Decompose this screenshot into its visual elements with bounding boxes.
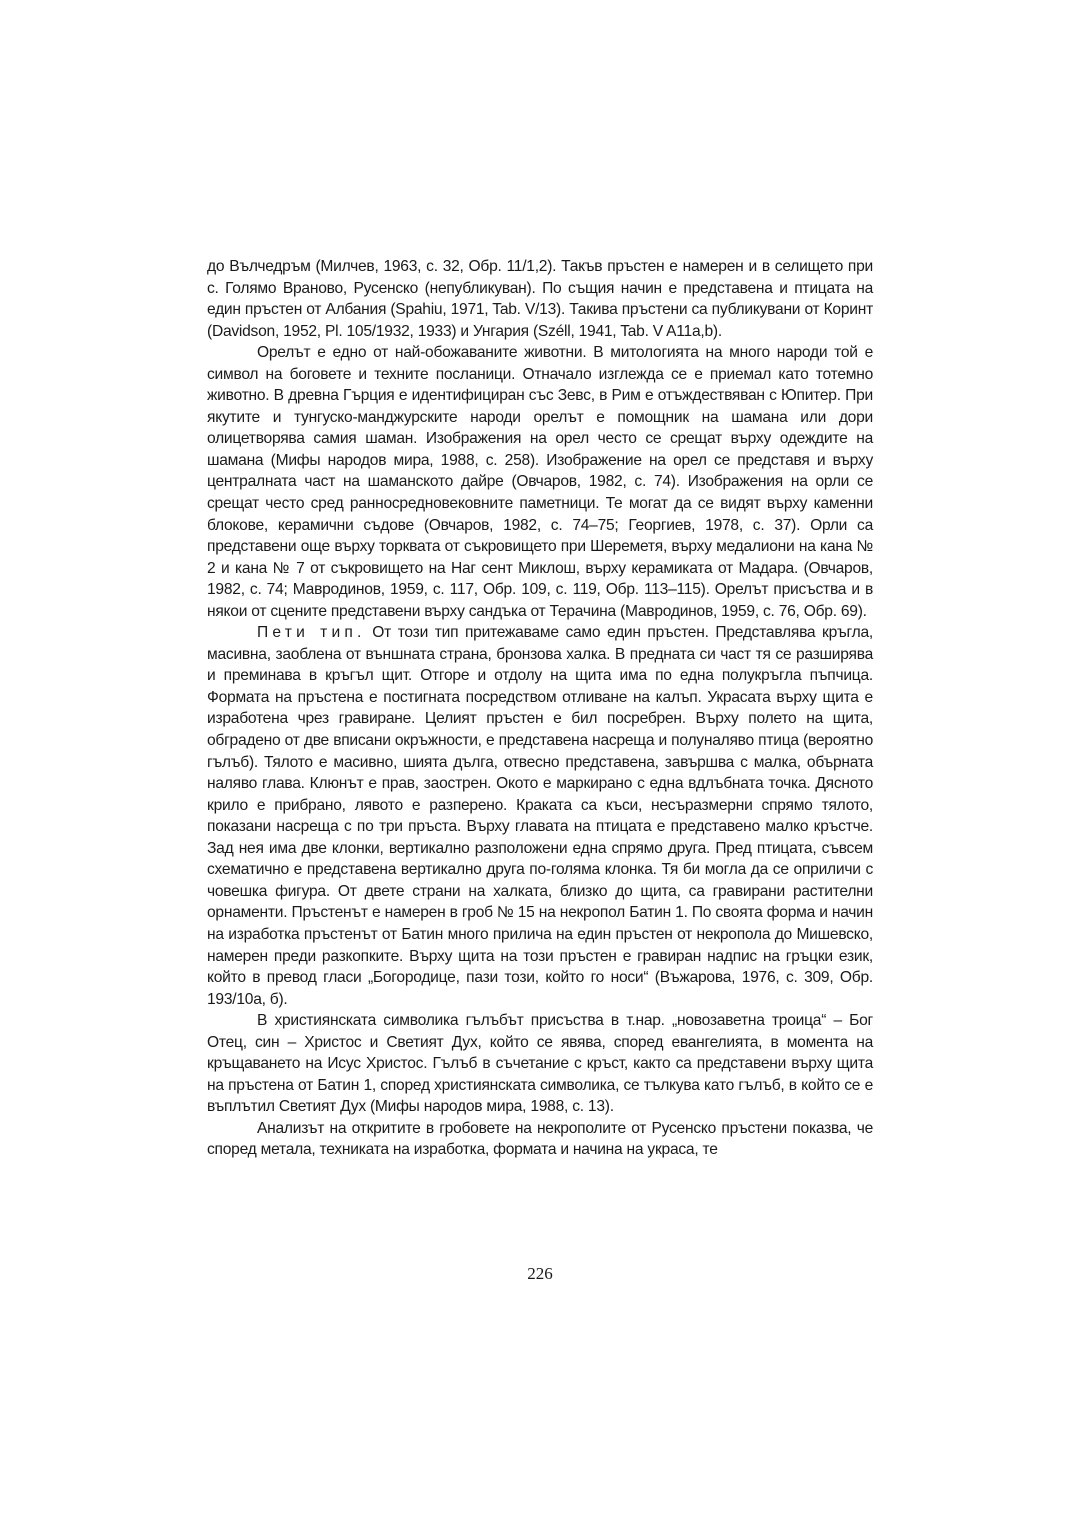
- paragraph-1: до Вълчедръм (Милчев, 1963, с. 32, Обр. 11/1,2). Такъв пръстен е намерен и в селището при с. Голямо Враново, Русенско (непубликуван). По същия начин е представена и птицата на един пръстен от Албания (Spahiu, 1971, Tab. V/13). Такива пръстени са публикувани от Коринт (Davidson, 1952, Pl. 105/1932, 1933) и Унгария (Széll, 1941, Tab. V A11a,b).: [207, 258, 873, 340]
- paragraph-2: Орелът е едно от най-обожаваните животни. В митологията на много народи той е символ на боговете и техните посланици. Отначало изглежда се е приемал като тотемно животно. В древна Гърция е идентифициран със Зевс, в Рим е отъждествяван с Юпитер. При якутите и тунгуско-манджурските народи орелът е помощник на шамана или дори олицетворява самия шаман. Изображения на орел често се срещат върху одеждите на шамана (Мифы народов мира, 1988, с. 258). Изображение на орел се представя и върху централната част на шаманското дайре (Овчаров, 1982, с. 74). Изображения на орли се срещат често сред ранносредновековните паметници. Те могат да се видят върху каменни блокове, керамични съдове (Овчаров, 1982, с. 74–75; Георгиев, 1978, с. 37). Орли са представени още върху торквата от съкровището при Шереметя, върху медалиони на кана № 2 и кана № 7 от съкровището на Наг сент Миклош, върху керамиката от Мадара. (Овчаров, 1982, с. 74; Мавродинов, 1959, с. 117, Обр. 109, с. 119, Обр. 113–115). Орелът присъства и в някои от сцените представени върху сандъка от Терачина (Мавродинов, 1959, с. 76, Обр. 69).: [207, 344, 873, 620]
- paragraph-3: [207, 622, 873, 1010]
- page-number: 226: [527, 1264, 553, 1283]
- body-text: [207, 256, 873, 1161]
- section-heading: Пети тип.: [257, 624, 366, 642]
- paragraph-4: В християнската символика гълъбът присъства в т.нар. „новозаветна троица“ – Бог Отец, син – Христос и Светият Дух, който се явява, според евангелията, в момента на кръщаването на Исус Христос. Гълъб в съчетание с кръст, както са представени върху щита на пръстена от Батин 1, според християнската символика, се тълкува като гълъб, в който се е въплътил Светият Дух (Мифы народов мира, 1988, с. 13).: [207, 1012, 873, 1116]
- paragraph-3-text: От този тип притежаваме само един пръстен. Представлява кръгла, масивна, заоблена от външната страна, бронзова халка. В предната си част тя се разширява и преминава в кръгъл щит. Отгоре и отдолу на щита има по една полукръгла пъпчица. Формата на пръстена е постигната посредством отливане на калъп. Украсата върху щита е изработена чрез гравиране. Целият пръстен е бил посребрен. Върху полето на щита, обградено от две вписани окръжности, е представена насреща и полуналяво птица (вероятно гълъб). Тялото е масивно, шията дълга, отвесно представена, завършва с малка, обърната наляво глава. Клюнът е прав, заострен. Окото е маркирано с една вдлъбната точка. Дясното крило е прибрано, лявото е разперено. Краката са къси, несъразмерни спрямо тялото, показани насреща с по три пръста. Върху главата на птицата е представено малко кръстче. Зад нея има две клонки, вертикално разположени една спрямо друга. Пред птицата, съвсем схематично е представена вертикално друга по-голяма клонка. Тя би могла да се оприличи с човешка фигура. От двете страни на халката, близко до щита, са гравирани растителни орнаменти. Пръстенът е намерен в гроб № 15 на некропол Батин 1. По своята форма и начин на изработка пръстенът от Батин много прилича на един пръстен от некропола до Мишевско, намерен преди разкопките. Върху щита на този пръстен е гравиран надпис на гръцки език, който в превод гласи „Богородице, пази този, който го носи“ (Въжарова, 1976, с. 309, Обр. 193/10а, б).: [207, 624, 873, 1008]
- paragraph-5: Анализът на откритите в гробовете на некрополите от Русенско пръстени показва, че според метала, техниката на изработка, формата и начина на украса, те: [207, 1119, 873, 1159]
